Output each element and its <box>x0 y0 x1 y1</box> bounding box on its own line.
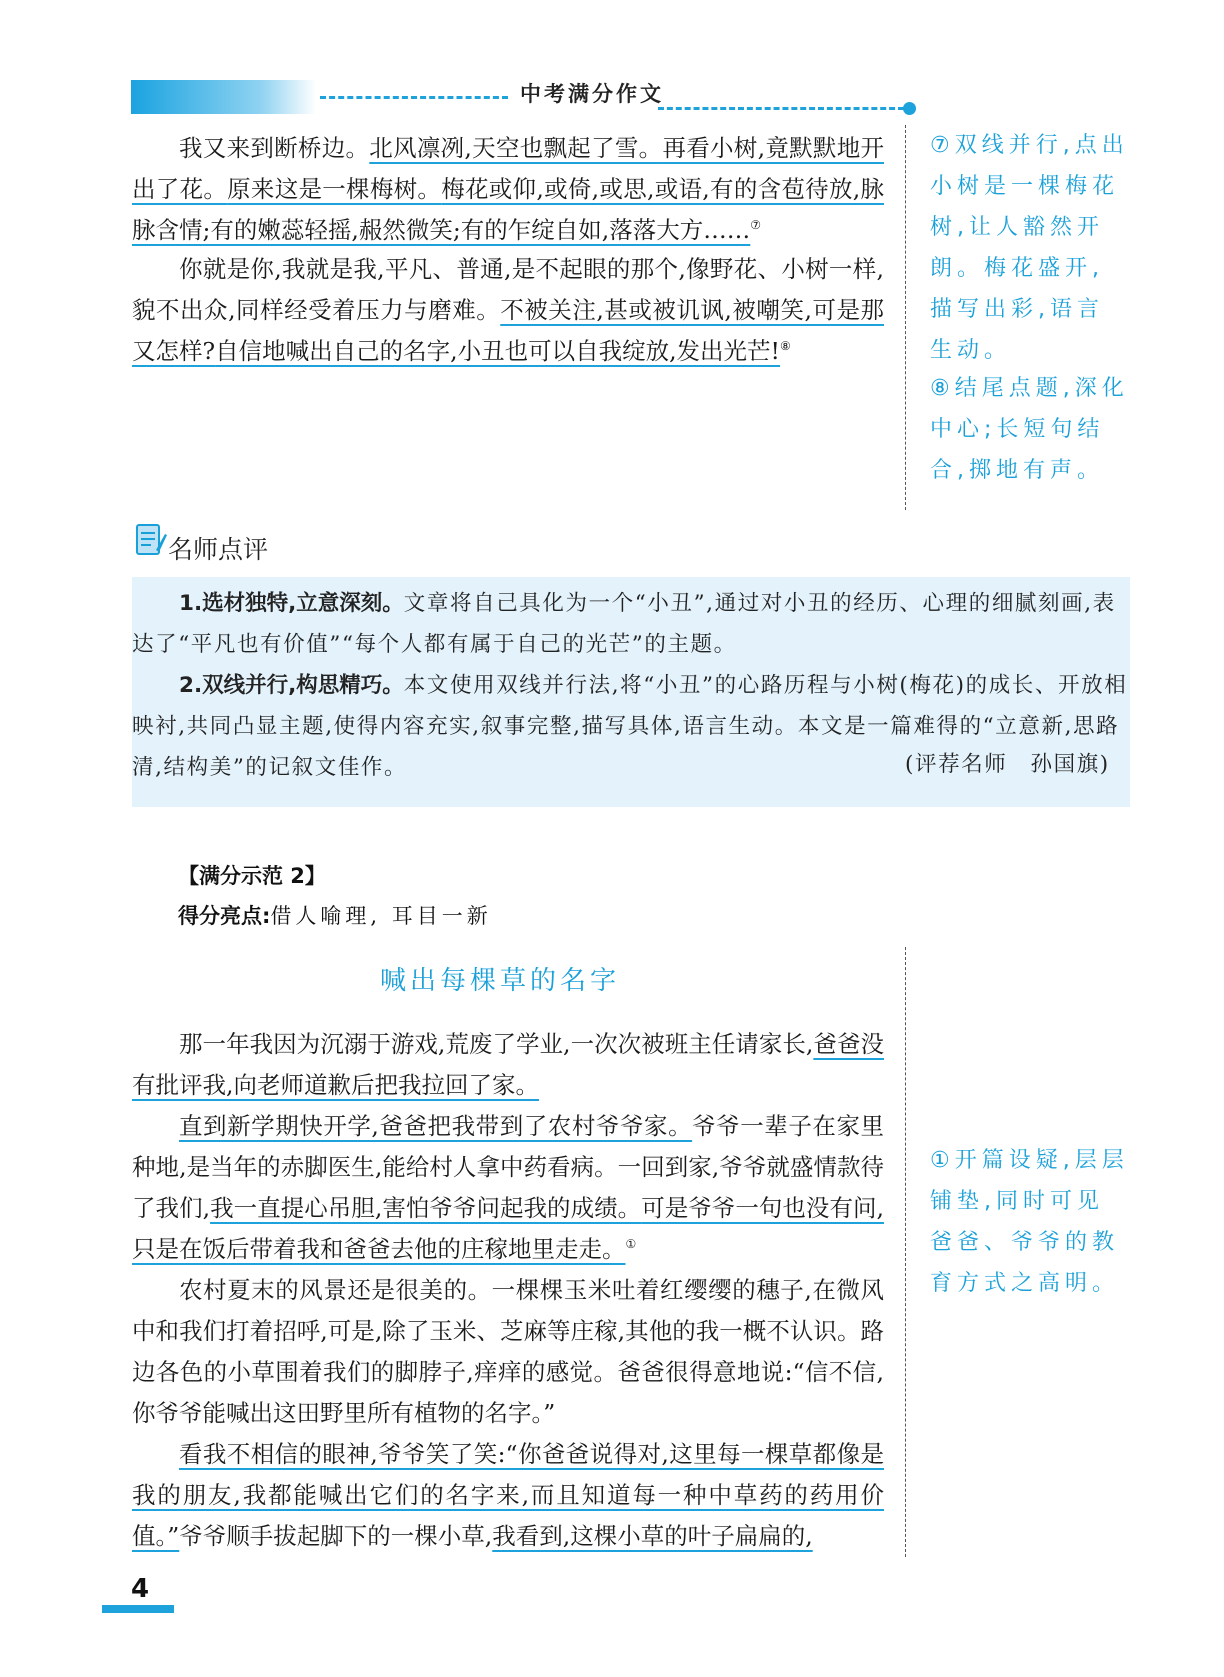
annotation-mark: ⑧ <box>780 339 791 354</box>
side-note-1: ①开篇设疑,层层铺垫,同时可见爸爸、爷爷的教育方式之高明。 <box>930 1148 1129 1296</box>
side-note-8: ⑧结尾点题,深化中心;长短句结合,掷地有声。 <box>930 376 1129 483</box>
annotation-mark: ⑦ <box>750 218 762 233</box>
essay2-paragraph-2: 直到新学期快开学,爸爸把我带到了农村爷爷家。爷爷一辈子在家里种地,是当年的赤脚医生,能给村人拿中药看病。一回到家,爷爷就盛情款待了我们,我一直提心吊胆,害怕爷爷问起我的成绩。可是爷爷一句也没有问,只是在饭后带着我和爸爸去他的庄稼地里走走。① <box>132 1112 884 1263</box>
section-title: 中考满分作文 <box>520 81 664 106</box>
essay2-title: 喊出每棵草的名字 <box>380 966 621 996</box>
header-dashed-line <box>658 107 904 110</box>
annotation-mark: ① <box>625 1237 637 1252</box>
header-gradient-bar <box>131 80 316 114</box>
margin-dashed-divider <box>905 125 906 510</box>
comment-point-1: 1.选材独特,立意深刻。文章将自己具化为一个“小丑”,通过对小丑的经历、心理的细腻刻画,表达了“平凡也有价值”“每个人都有属于自己的光芒”的主题。 <box>132 591 1116 657</box>
score-highlight: 得分亮点:借人喻理, 耳目一新 <box>178 904 492 928</box>
page-number: 4 <box>131 1574 150 1604</box>
header-dashed-line <box>320 96 508 99</box>
comment-title: 名师点评 <box>168 535 269 564</box>
header-dot-icon <box>903 102 916 115</box>
reviewer-credit: (评荐名师 孙国旗) <box>905 752 1110 777</box>
notepad-icon <box>132 522 168 558</box>
side-note-7: ⑦双线并行,点出小树是一棵梅花树,让人豁然开朗。梅花盛开,描写出彩,语言生动。 <box>930 133 1129 363</box>
example-label: 【满分示范 2】 <box>178 864 326 888</box>
essay1-paragraph-2: 你就是你,我就是我,平凡、普通,是不起眼的那个,像野花、小树一样,貌不出众,同样经受着压力与磨难。不被关注,甚或被讥讽,被嘲笑,可是那又怎样?自信地喊出自己的名字,小丑也可以自我绽放,发出光芒!⑧ <box>132 255 884 365</box>
page-number-bar <box>102 1605 174 1613</box>
essay2-paragraph-4: 看我不相信的眼神,爷爷笑了笑:“你爸爸说得对,这里每一棵草都像是我的朋友,我都能喊出它们的名字来,而且知道每一种中草药的药用价值。”爷爷顺手拔起脚下的一棵小草,我看到,这棵小草的叶子扁扁的, <box>132 1440 884 1550</box>
margin-dashed-divider <box>905 947 906 1557</box>
essay2-paragraph-1: 那一年我因为沉溺于游戏,荒废了学业,一次次被班主任请家长,爸爸没有批评我,向老师道歉后把我拉回了家。 <box>132 1030 884 1099</box>
essay2-paragraph-3: 农村夏末的风景还是很美的。一棵棵玉米吐着红缨缨的穗子,在微风中和我们打着招呼,可是,除了玉米、芝麻等庄稼,其他的我一概不认识。路边各色的小草围着我们的脚脖子,痒痒的感觉。爸爸很得意地说:“信不信,你爷爷能喊出这田野里所有植物的名字。” <box>132 1276 884 1427</box>
essay1-paragraph-1: 我又来到断桥边。北风凛冽,天空也飘起了雪。再看小树,竟默默地开出了花。原来这是一棵梅树。梅花或仰,或倚,或思,或语,有的含苞待放,脉脉含情;有的嫩蕊轻摇,赧然微笑;有的乍绽自如,落落大方……⑦ <box>132 134 885 244</box>
comment-point-2: 2.双线并行,构思精巧。本文使用双线并行法,将“小丑”的心路历程与小树(梅花)的成长、开放相映衬,共同凸显主题,使得内容充实,叙事完整,描写具体,语言生动。本文是一篇难得的“立意新,思路清,结构美”的记叙文佳作。 <box>132 673 1128 780</box>
